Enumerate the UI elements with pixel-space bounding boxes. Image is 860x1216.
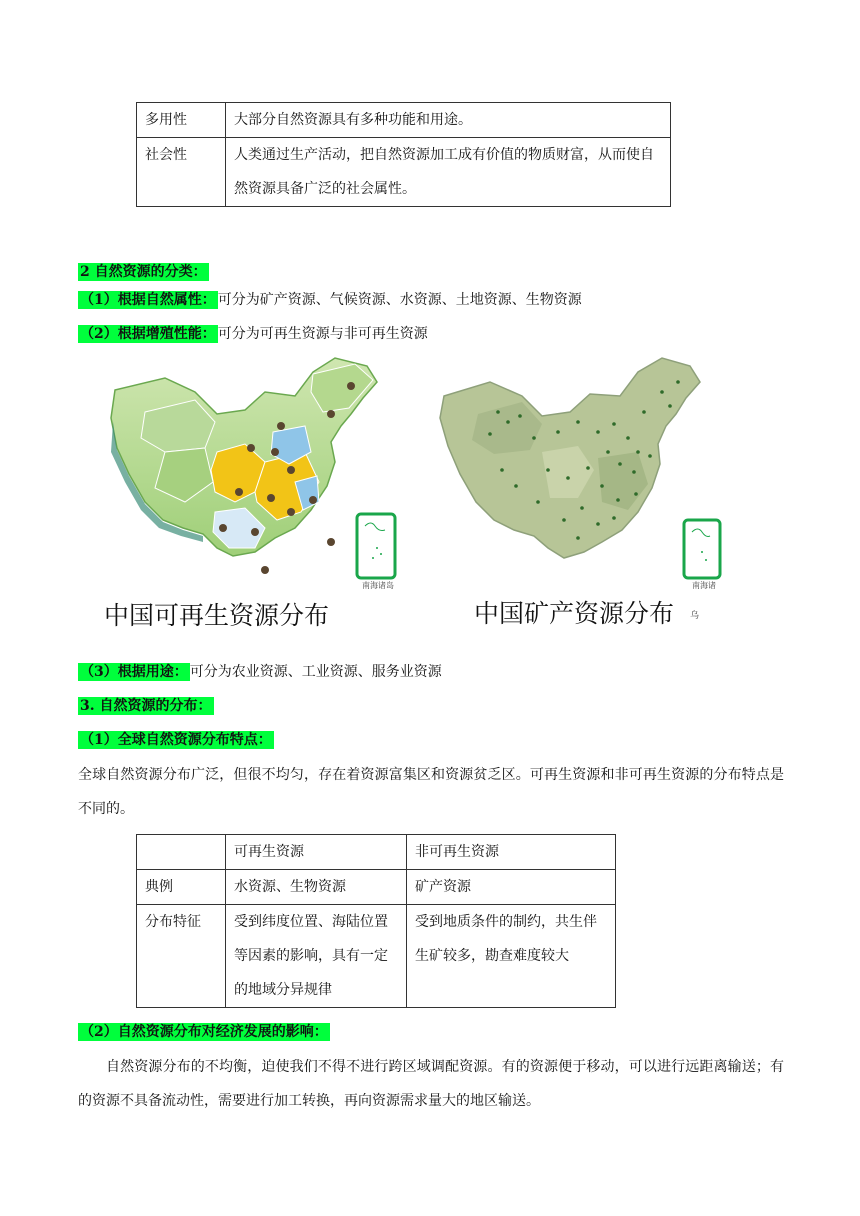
- table-cell: 矿产资源: [407, 870, 616, 905]
- section-heading: [78, 262, 209, 282]
- stray-mark: 乌: [690, 611, 700, 621]
- subheading: [78, 1022, 330, 1042]
- table-cell: 非可再生资源: [407, 835, 616, 870]
- distribution-table: [136, 834, 616, 1008]
- table-row: [137, 138, 671, 207]
- table-cell: 人类通过生产活动，把自然资源加工成有价值的物质财富，从而使自然资源具备广泛的社会属性。: [226, 138, 671, 207]
- heading-highlight: 2 自然资源的分类：: [80, 264, 207, 280]
- south-china-sea-inset: [684, 520, 720, 578]
- attributes-table: [136, 102, 671, 207]
- table-cell: [137, 835, 226, 870]
- south-china-sea-inset: [357, 514, 395, 578]
- table-cell: 多用性: [137, 103, 226, 138]
- paragraph: 自然资源分布的不均衡，迫使我们不得不进行跨区域调配资源。有的资源便于移动，可以进行远距离输送；有的资源不具备流动性，需要进行加工转换，再向资源需求量大的地区输送。: [78, 1059, 784, 1109]
- subheading-highlight: （2）自然资源分布对经济发展的影响：: [80, 1024, 328, 1040]
- inset-label: 南海诸岛: [362, 581, 394, 590]
- item-label: （2）根据增殖性能：: [80, 326, 216, 342]
- left-map-caption: 中国可再生资源分布: [104, 601, 330, 630]
- item-label: （3）根据用途：: [80, 664, 188, 680]
- table-cell: 大部分自然资源具有多种功能和用途。: [226, 103, 671, 138]
- inset-label: 南海诸: [692, 581, 716, 590]
- right-map-caption: 中国矿产资源分布: [474, 599, 675, 628]
- table-cell: 受到纬度位置、海陆位置等因素的影响，具有一定的地域分异规律: [226, 905, 407, 1008]
- mineral-resources-map: [438, 352, 728, 584]
- table-row: [137, 870, 616, 905]
- item-text: 可分为矿产资源、气候资源、水资源、土地资源、生物资源: [217, 292, 582, 308]
- subheading: [78, 730, 274, 750]
- table-cell: 水资源、生物资源: [226, 870, 407, 905]
- table-cell: 社会性: [137, 138, 226, 207]
- classification-item: [78, 324, 428, 344]
- heading-highlight: 3. 自然资源的分布：: [80, 698, 212, 714]
- renewable-resources-map: [105, 352, 405, 584]
- item-text: 可分为可再生资源与非可再生资源: [217, 326, 428, 342]
- table-row: [137, 905, 616, 1008]
- table-cell: 受到地质条件的制约，共生伴生矿较多，勘查难度较大: [407, 905, 616, 1008]
- paragraph: 全球自然资源分布广泛，但很不均匀，存在着资源富集区和资源贫乏区。可再生资源和非可再生资源的分布特点是不同的。: [78, 767, 784, 817]
- item-label: （1）根据自然属性：: [80, 292, 216, 308]
- subheading-highlight: （1）全球自然资源分布特点：: [80, 732, 272, 748]
- classification-item: [78, 290, 582, 310]
- table-row: [137, 835, 616, 870]
- table-cell: 分布特征: [137, 905, 226, 1008]
- table-row: [137, 103, 671, 138]
- classification-item: [78, 662, 442, 682]
- item-text: 可分为农业资源、工业资源、服务业资源: [189, 664, 442, 680]
- table-cell: 典例: [137, 870, 226, 905]
- table-cell: 可再生资源: [226, 835, 407, 870]
- section-heading: [78, 696, 214, 716]
